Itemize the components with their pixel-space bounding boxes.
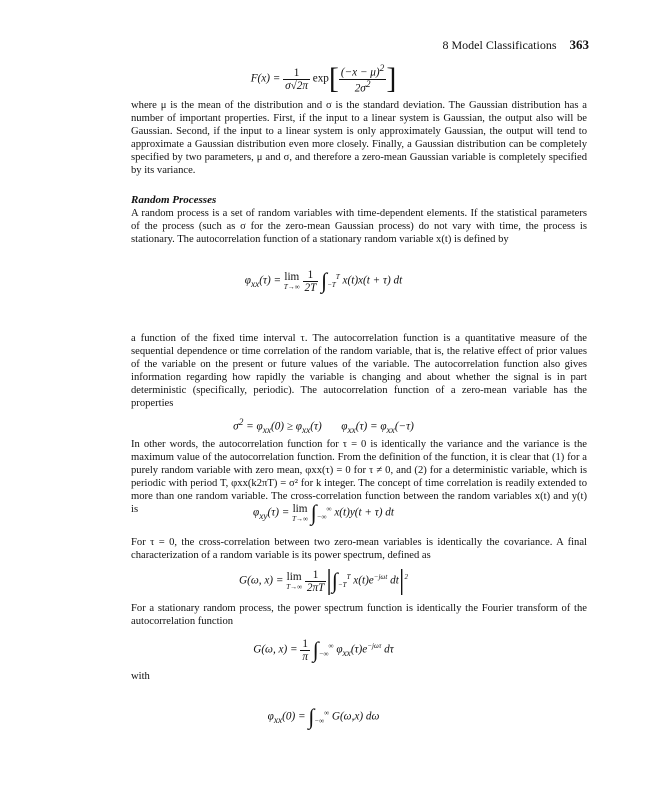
page-number: 363 [569, 37, 589, 52]
paragraph-variance-and-cross-correlation: In other words, the autocorrelation function for τ = 0 is identically the variance and the variance is the maximum value of the autocorrelation function. From the definition of the function, it is clear that (1) for a purely random variable with zero mean, φxx(τ) = 0 for τ ≠ 0, and (2) for a deterministic variable, which is periodic with period T, φxx(k2πT) = σ² for k integer. The concept of time correlation is readily extended to more than one random variable. The cross-correlation function between the random variables x(t) and y(t) is [131, 439, 587, 516]
paragraph-gaussian-properties: where μ is the mean of the distribution and σ is the standard deviation. The Gaussian distribution has a number of important properties. First, if the input to a linear system is Gaussian, the output also will be Gaussian. Second, if the input to a linear system is only approximately Gaussian, the output will tend to approximate a Gaussian distribution even more closely. Finally, a Gaussian distribution can be completely specified by two parameters, μ and σ, and therefore a zero-mean Gaussian variable is completely specified by its variance. [131, 100, 587, 177]
equation-gaussian: F(x) = $\frac{1}{\sigma√2\pi}$ exp[ $\frac{(-x - \mu)^2}{2\sigma^2}$ ] [250, 62, 397, 95]
equation-autocorrelation: $\varphi_{xx}(\tau) = \lim$ T→∞ $\frac{1}{2T}$ $\int_{-T}^T$ x(t)x(t + τ) dt [244, 268, 403, 294]
equation-cross-correlation: $\varphi_{xy}(\tau) = \lim$ T→∞ $\int_{-\infty}^\infty$ x(t)y(t + τ) dt [252, 500, 395, 525]
paragraph-random-process-definition: A random process is a set of random variables with time-dependent elements. If the statistical parameters of the process (such as σ for the zero-mean Gaussian process) do not vary with time, the process is stationary. The autocorrelation function of a stationary random variable x(t) is defined by [131, 208, 587, 246]
equation-power-spectrum: G(ω, x) = lim T→∞ $\frac{1}{2\pi T}$ $|\int_{-T}^T$ $x(t)e^{-j\omega t}$ $dt|^2$ [239, 565, 408, 596]
paragraph-covariance-power-spectrum: For τ = 0, the cross-correlation between two zero-mean variables is identically the covariance. A final characterization of a random variable is its power spectrum, defined as [131, 537, 587, 562]
paragraph-with: with [131, 671, 150, 682]
equation-autocorrelation-properties: $\sigma^2 = \varphi_{xx}(0) \ge \varphi_{xx}(\tau)$ $\varphi_{xx}(\tau) = \varphi_{xx}(-\tau)$ [233, 418, 414, 436]
section-heading-random-processes: Random Processes [131, 194, 217, 206]
paragraph-fourier-transform: For a stationary random process, the power spectrum function is identically the Fourier transform of the autocorrelation function [131, 603, 587, 628]
running-header [443, 37, 590, 53]
equation-fourier-transform: G(ω, x) = $\frac{1}{\pi}$ $\int_{-\infty}^\infty$ $\varphi_{xx}(\tau)e^{-j\omega\tau}$ dτ [253, 637, 394, 663]
chapter-title: 8 Model Classifications [442, 38, 557, 52]
paragraph-autocorrelation-measure: a function of the fixed time interval τ. The autocorrelation function is a quantitative measure of the sequential dependence or time correlation of the random variable, that is, the relative effect of prior values of the variable on the present or future values of the variable. The autocorrelation function also gives information regarding how rapidly the variable is changing and about whether the signal is in part deterministic (specifically, periodic). The autocorrelation function of a zero-mean variable has the properties [131, 333, 587, 410]
equation-variance-integral: $\varphi_{xx}(0) = \int_{-\infty}^\infty$ G(ω,x) dω [267, 704, 380, 729]
